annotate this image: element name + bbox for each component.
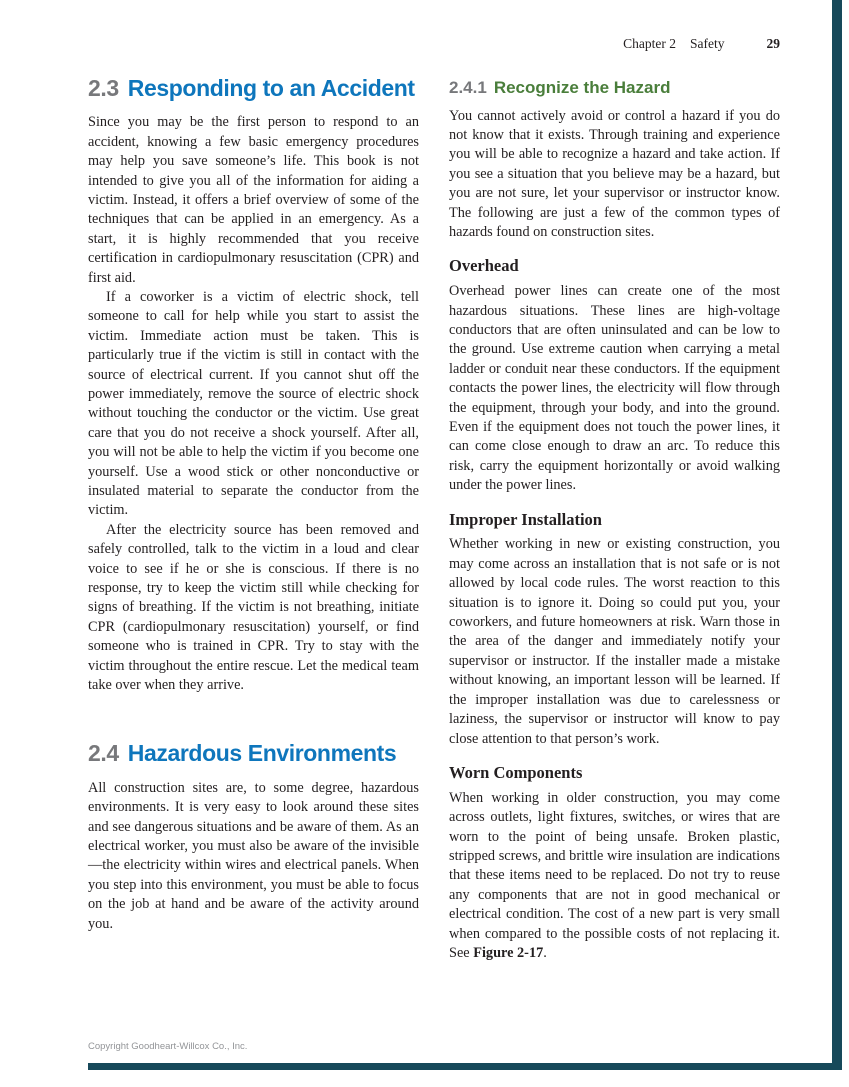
section-title: Responding to an Accident — [127, 75, 415, 101]
subsection-title: Recognize the Hazard — [493, 78, 671, 97]
minor-heading-worn-components: Worn Components — [449, 762, 583, 782]
paragraph: If a coworker is a victim of electric shock, tell someone to call for help while you start to assist the victim. Immediate action must be taken. This is particularly true if the victim is still in contact with the source of electrical current. If you cannot shut off the power immediately, remove the source of electric shock without touching the conductor or the victim. Use great care that you do not receive a shock yourself. After all, you will not be able to help the victim if you become one yourself. Use a wood stick or other nonconductive or insulated material to separate the conductor from the victim. — [88, 288, 419, 519]
copyright-notice: Copyright Goodheart-Willcox Co., Inc. — [88, 1041, 248, 1052]
header-section-label: Safety — [690, 36, 725, 51]
section-number: 2.3 — [88, 75, 119, 101]
section-heading-2-4 — [88, 741, 419, 766]
paragraph: Whether working in new or existing construction, you may come across an installation that is not safe or is not allowed by local code rules. The worst reaction to this situation is to ignore it. Doing so could put you, your coworkers, and future homeowners at risk. Warn those in the area of the danger and immediately notify your supervisor or instructor. If the installer made a mistake without knowing, an important lesson will be learned. If the improper installation was due to carelessness or laziness, the supervisor or instructor will know to pay close attention to that person’s work. — [449, 536, 780, 747]
paragraph: After the electricity source has been removed and safely controlled, talk to the victim in a loud and clear voice to see if he or she is conscious. If there is no response, try to keep the victim still while checking for signs of breathing. If the victim is not breathing, initiate CPR (cardiopulmonary resuscitation) yourself, or find someone who is trained in CPR. Try to stay with the victim throughout the entire rescue. Let the medical team take over when they arrive. — [88, 521, 419, 694]
paragraph: All construction sites are, to some degree, hazardous environments. It is very easy to look around these sites and see dangerous situations and be aware of them. As an electrical worker, you must also be aware of the invisible—the electricity within wires and electrical panels. When you step into this environment, you must be able to focus on the job at hand and be aware of the activity around you. — [88, 779, 419, 932]
worn-components-period: . — [543, 944, 547, 961]
page-number: 29 — [766, 36, 780, 51]
figure-reference: Figure 2-17 — [473, 944, 544, 961]
subsection-heading-2-4-1 — [449, 78, 780, 98]
subsection-number: 2.4.1 — [449, 78, 487, 97]
header-chapter-label: Chapter 2 — [623, 36, 676, 51]
bottom-edge-bar — [88, 1063, 842, 1070]
worn-components-text: When working in older construction, you may come across outlets, light fixtures, switches, or wires that are worn to the point of being unsafe. Broken plastic, stripped screws, and brittle wire insulation are indications that these items need to be replaced. Do not try to reuse any components that are not in good mechanical or electrical condition. The cost of a new part is very small when compared to the possible costs of not replacing it. See — [449, 789, 780, 961]
paragraph: Overhead power lines can create one of the most hazardous situations. These lines are high-voltage conductors that are often uninsulated and can be low to the ground. Use extreme caution when carrying a metal ladder or conduit near these conductors. If the equipment contacts the power lines, the electricity will flow through the equipment, through your body, and into the ground. Even if the equipment does not touch the power lines, it can come close enough to draw an arc. To reduce this risk, carry the equipment horizontally or avoid walking under the power lines. — [449, 283, 780, 494]
section-title: Hazardous Environments — [127, 740, 397, 767]
left-column — [88, 76, 419, 963]
section-number: 2.4 — [88, 740, 119, 767]
minor-heading-overhead: Overhead — [449, 256, 519, 276]
right-column — [449, 76, 780, 963]
worn-components-paragraph — [449, 789, 780, 964]
two-column-body — [88, 76, 780, 963]
right-edge-bar — [832, 0, 842, 1070]
section-heading-2-3 — [88, 76, 419, 101]
minor-heading-improper-installation: Improper Installation — [449, 509, 602, 529]
paragraph: You cannot actively avoid or control a hazard if you do not know that it exists. Through training and experience you will be able to recognize a hazard and take action. If you see a situation that you believe may be a hazard, but you are not sure, let your supervisor or instructor know. The following are just a few of the common types of hazards found on construction sites. — [449, 107, 780, 240]
paragraph: Since you may be the first person to respond to an accident, knowing a few basic emergency procedures may help you save someone’s life. This book is not intended to give you all of the information for aiding a victim. Instead, it offers a brief overview of some of the techniques that can be applied in an emergency. As a start, it is highly recommended that you receive certification in cardiopulmonary resuscitation (CPR) and first aid. — [88, 114, 419, 286]
running-header — [88, 36, 780, 52]
